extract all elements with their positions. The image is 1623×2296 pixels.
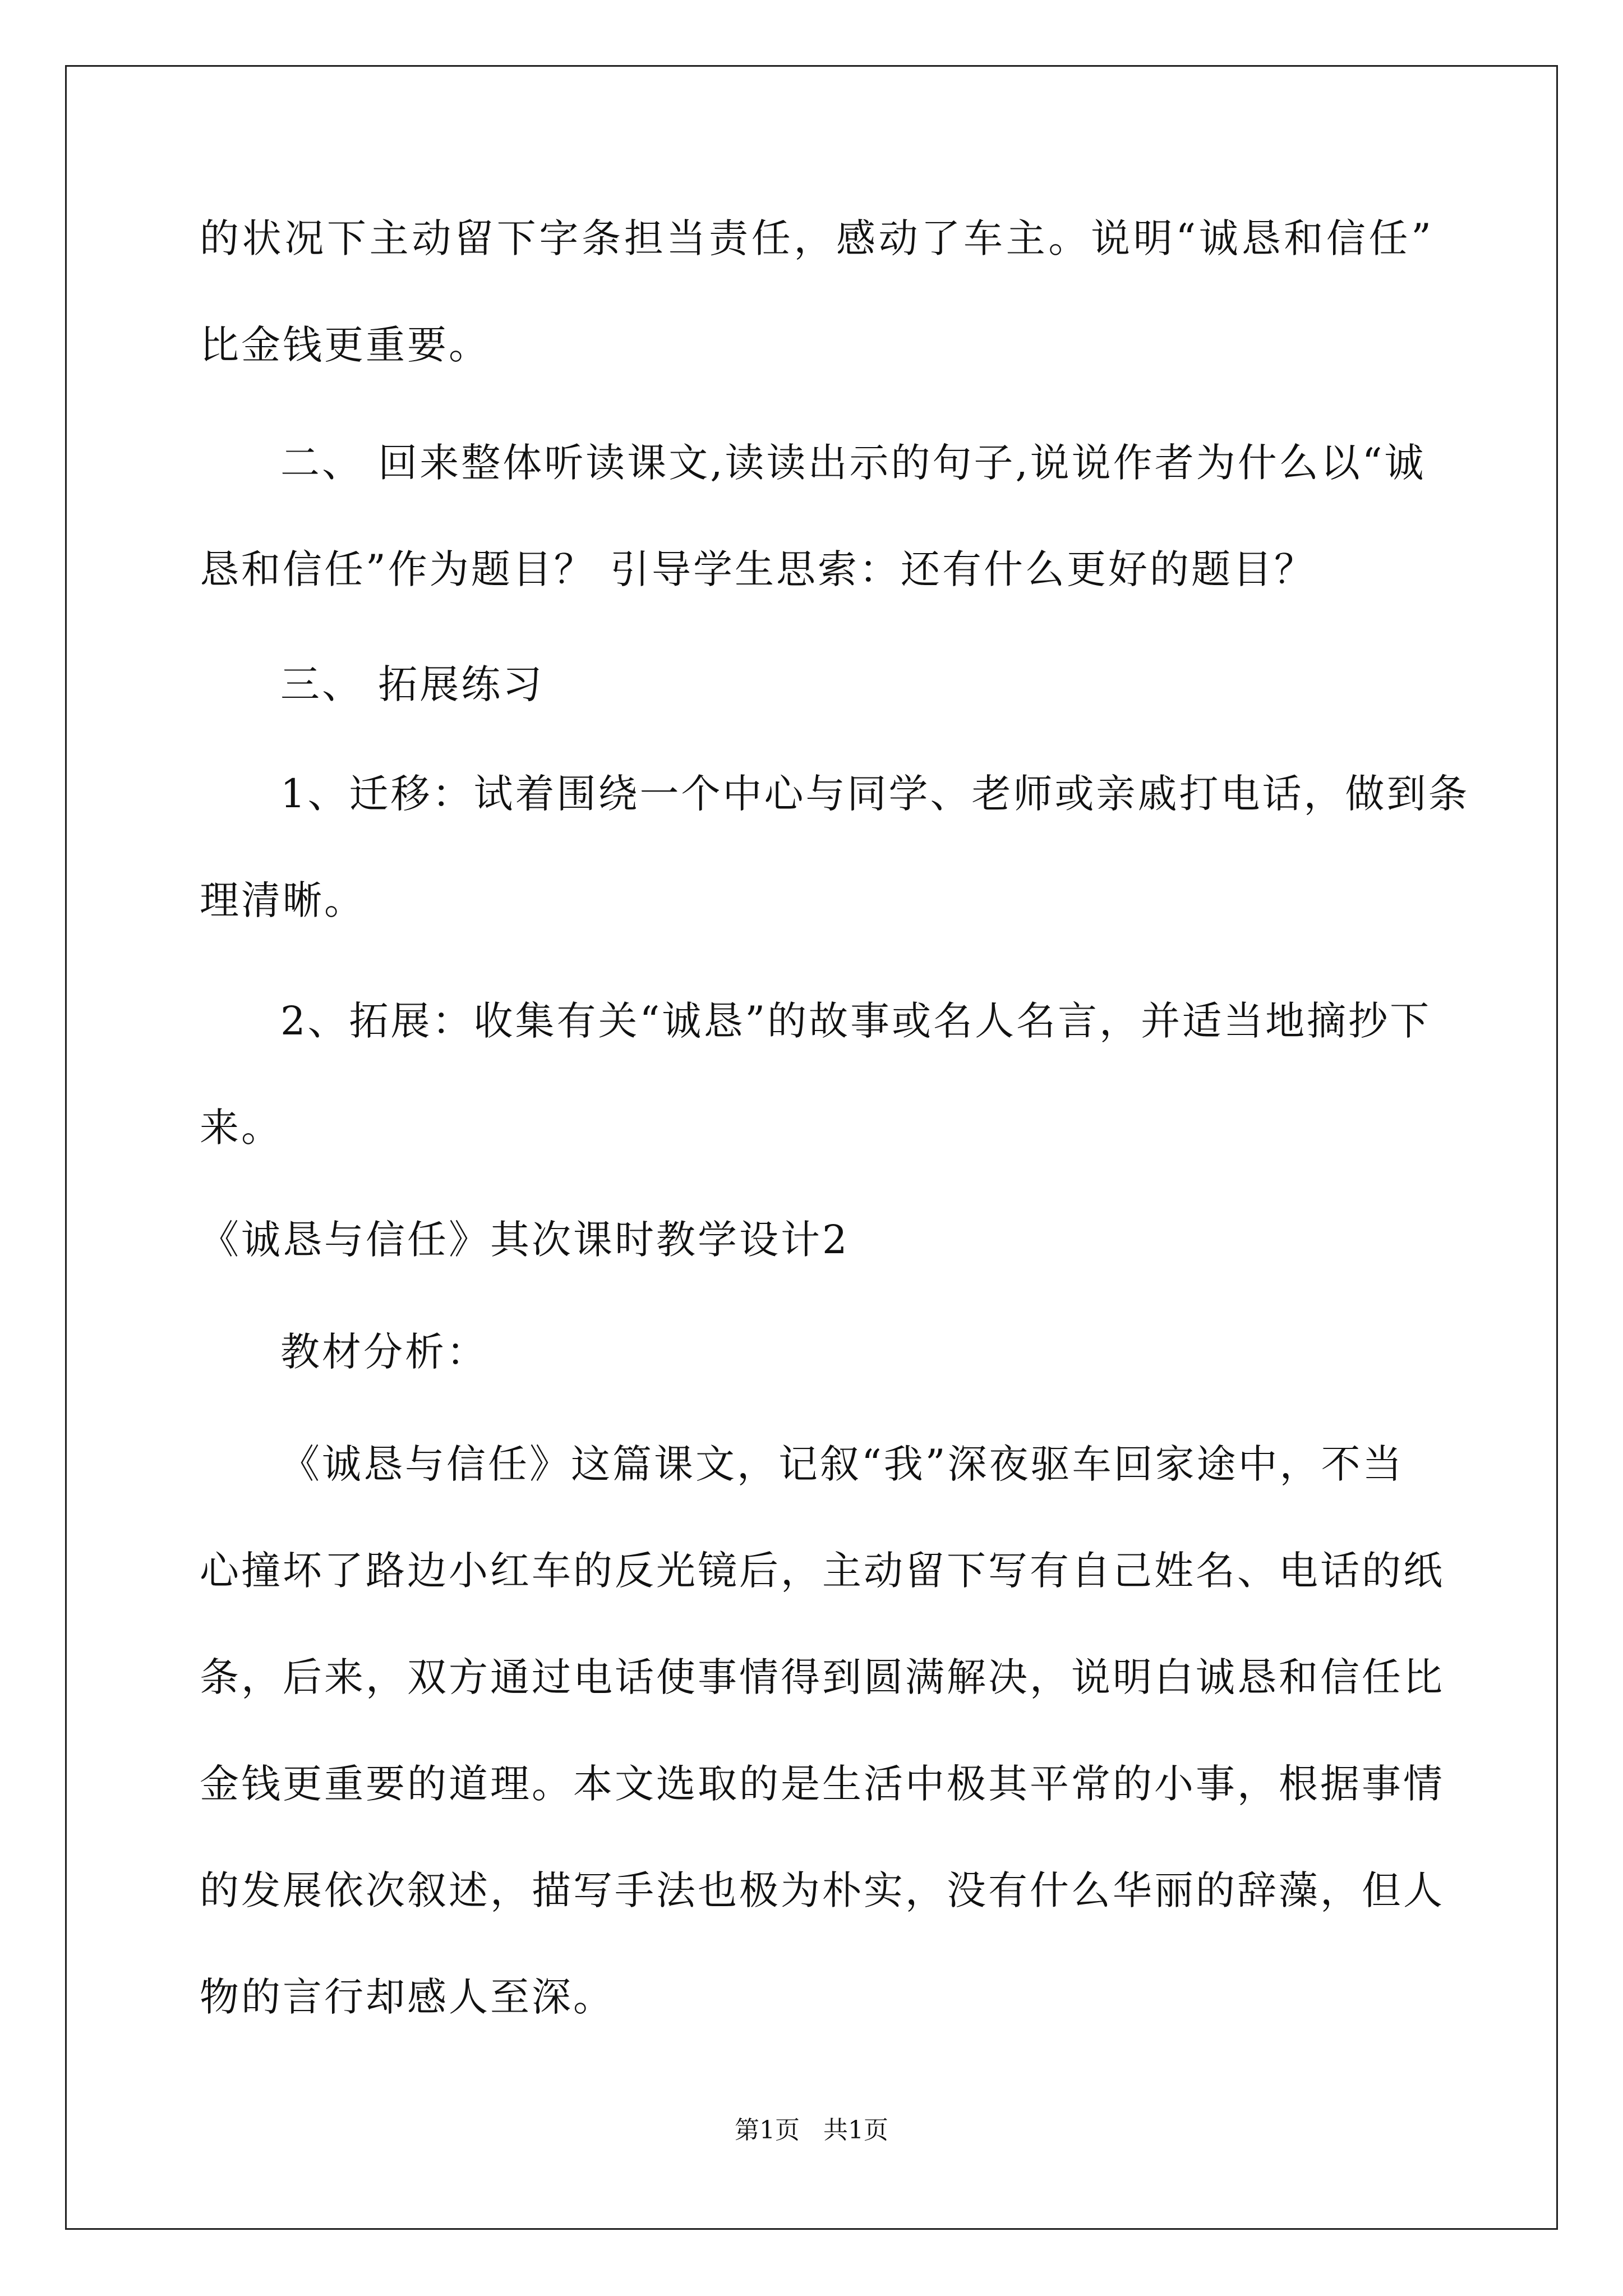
section-heading-analysis: 教材分析： <box>280 1329 488 1375</box>
paragraph-8-line-2: 心撞坏了路边小红车的反光镜后，主动留下写有自己姓名、电话的纸 <box>200 1548 1445 1594</box>
paragraph-2-line-1: 二、 回来整体听读课文,读读出示的句子,说说作者为什么以“诚 <box>280 440 1426 486</box>
paragraph-8-line-1: 《诚恳与信任》这篇课文，记叙“我”深夜驱车回家途中，不当 <box>280 1441 1404 1487</box>
section-heading-extension: 三、 拓展练习 <box>280 661 545 707</box>
paragraph-8-line-6: 物的言行却感人至深。 <box>200 1974 615 2020</box>
paragraph-2-line-2: 恳和信任”作为题目？ 引导学生思索：还有什么更好的题目？ <box>200 546 1316 592</box>
lesson-title: 《诚恳与信任》其次课时教学设计2 <box>200 1217 850 1263</box>
paragraph-5-line-1: 2、拓展：收集有关“诚恳”的故事或名人名言，并适当地摘抄下 <box>280 998 1432 1044</box>
page-footer: 第1页 共1页 <box>735 2116 888 2145</box>
paragraph-1-line-2: 比金钱更重要。 <box>200 322 490 368</box>
paragraph-8-line-5: 的发展依次叙述，描写手法也极为朴实，没有什么华丽的辞藻，但人 <box>200 1867 1445 1913</box>
paragraph-8-line-4: 金钱更重要的道理。本文选取的是生活中极其平常的小事，根据事情 <box>200 1761 1445 1807</box>
paragraph-1-line-1: 的状况下主动留下字条担当责任，感动了车主。说明“诚恳和信任” <box>200 215 1433 261</box>
paragraph-5-line-2: 来。 <box>200 1105 283 1151</box>
paragraph-4-line-2: 理清晰。 <box>200 877 366 923</box>
paragraph-4-line-1: 1、迁移：试着围绕一个中心与同学、老师或亲戚打电话，做到条 <box>280 771 1470 817</box>
paragraph-8-line-3: 条，后来，双方通过电话使事情得到圆满解决，说明白诚恳和信任比 <box>200 1654 1445 1700</box>
